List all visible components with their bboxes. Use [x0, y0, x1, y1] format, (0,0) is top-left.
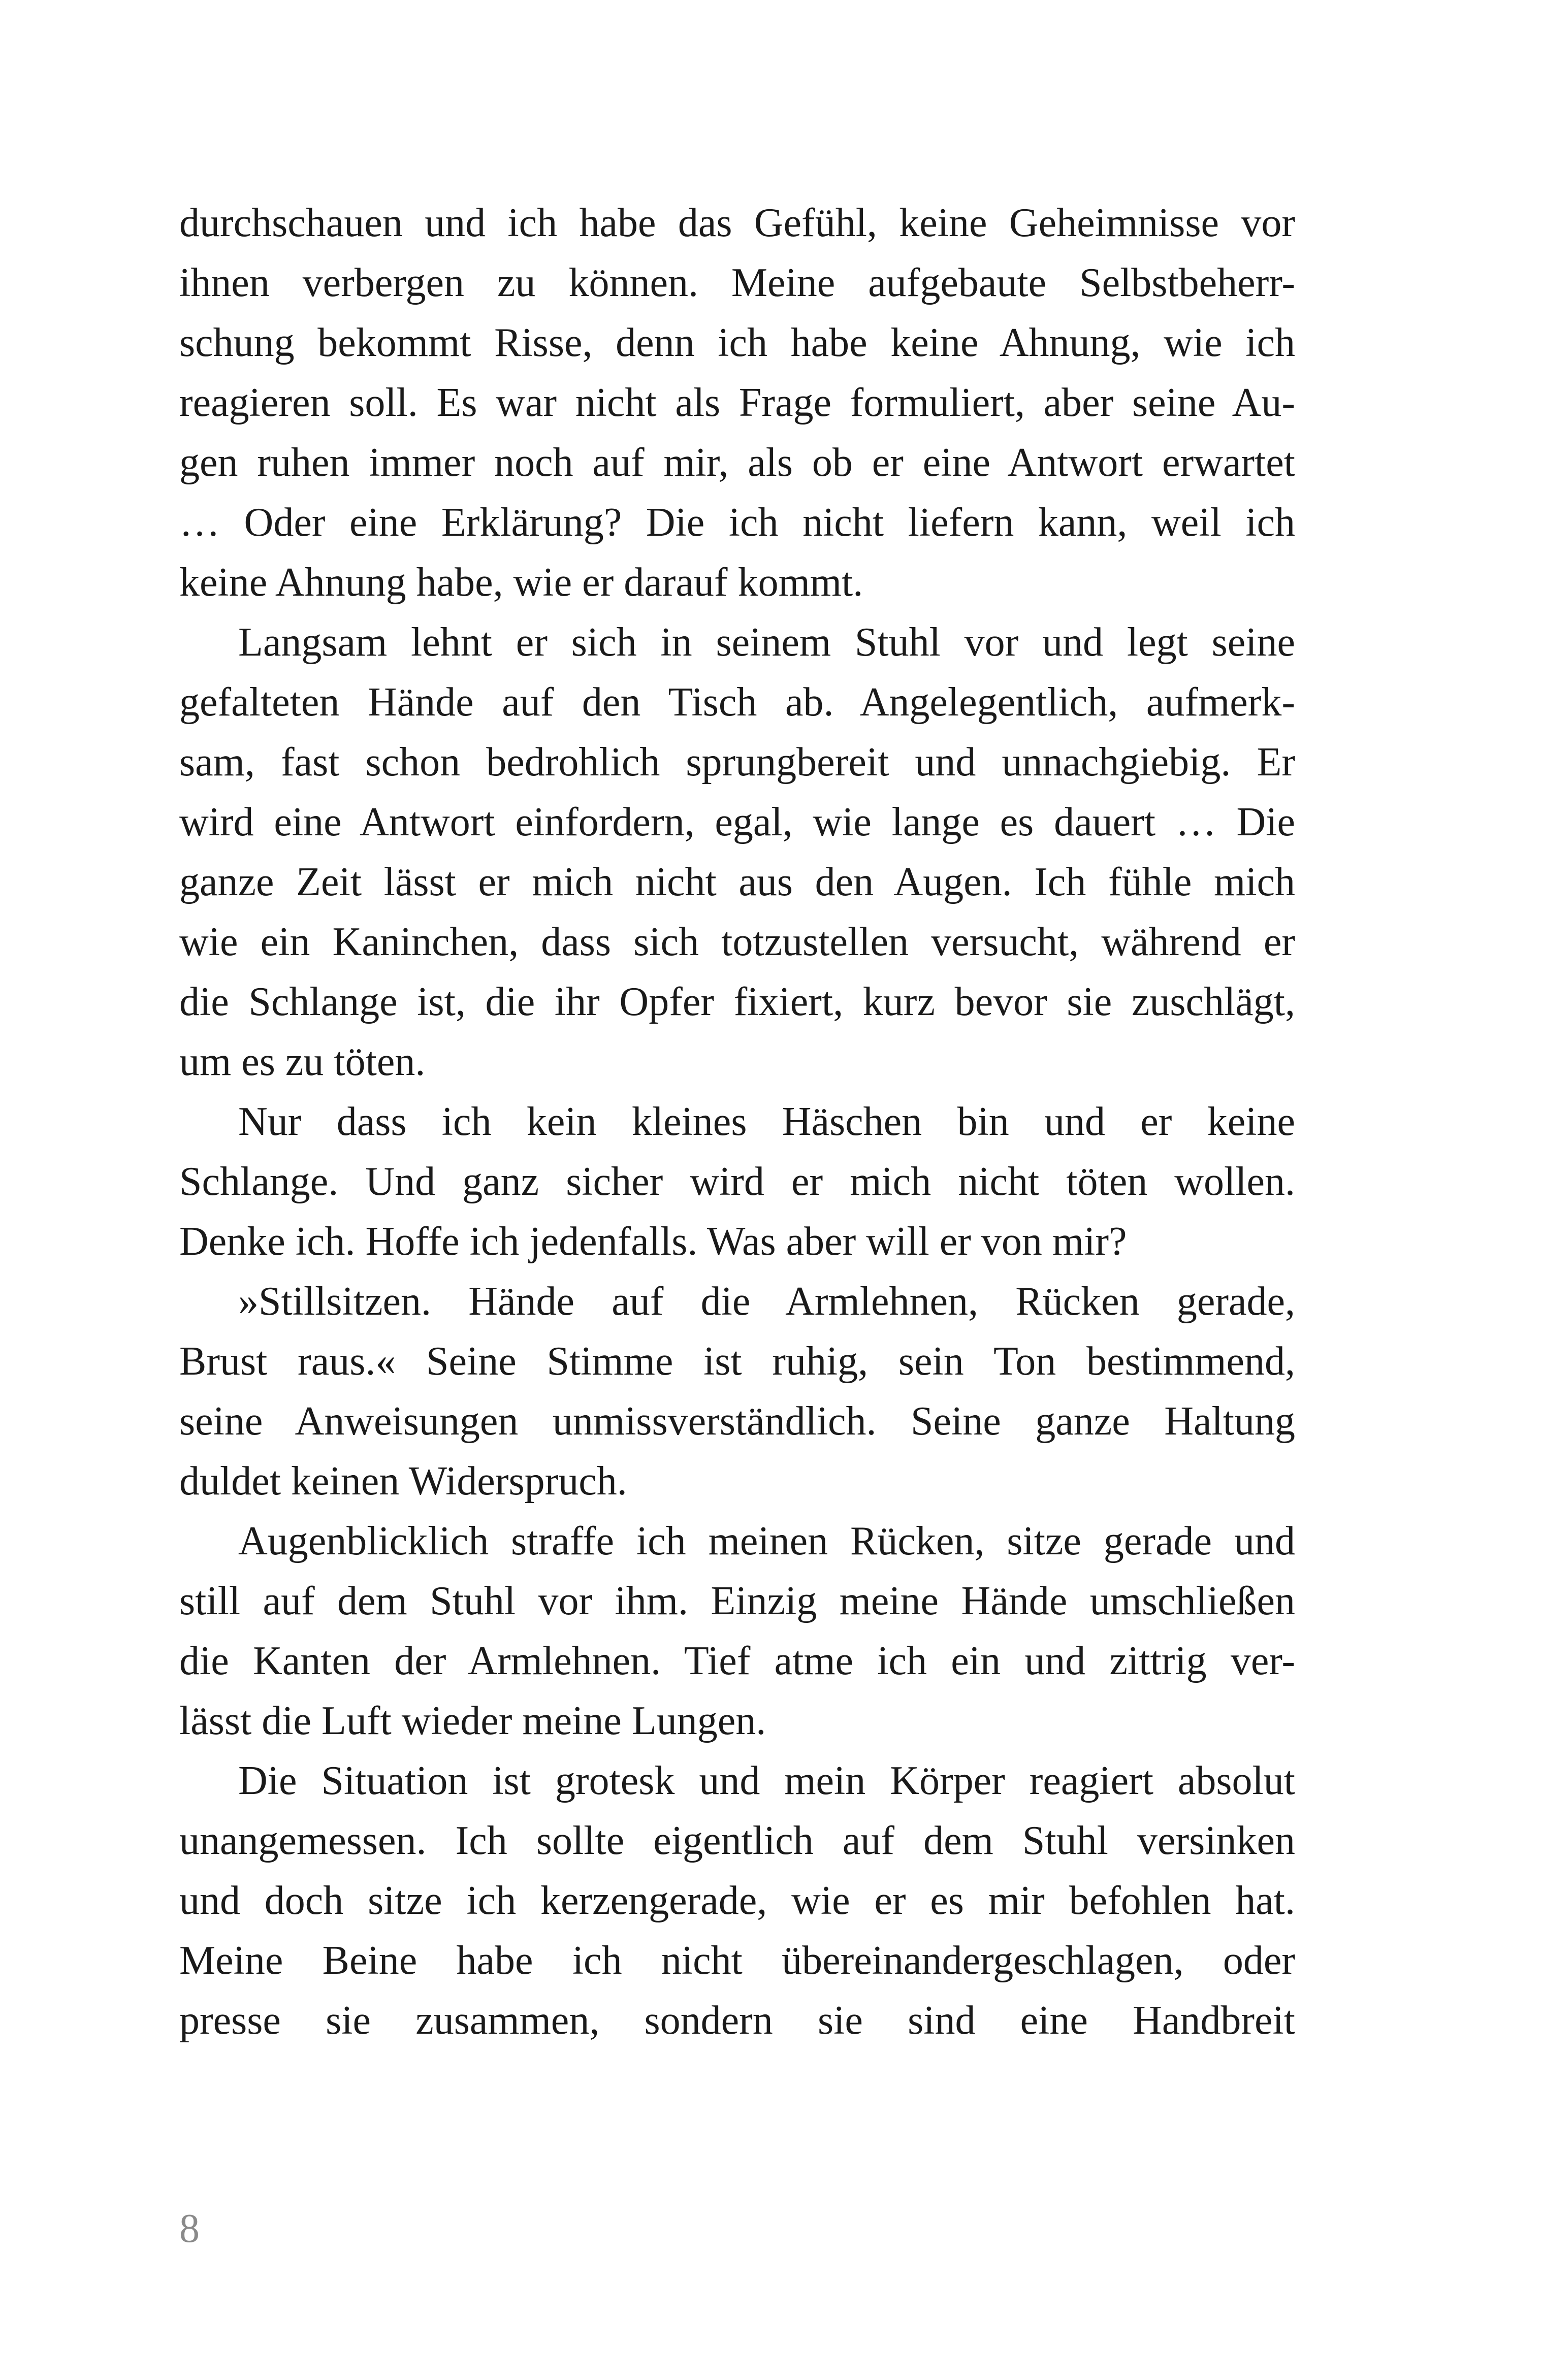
text-line: Denke ich. Hoffe ich jedenfalls. Was aber will er von mir? [179, 1219, 1127, 1264]
text-line: seine Anweisungen unmissverständlich. Seine ganze Haltung [179, 1399, 1295, 1444]
text-line: Die Situation ist grotesk und mein Körper reagiert absolut [238, 1758, 1295, 1803]
text-line: unangemessen. Ich sollte eigentlich auf dem Stuhl versinken [179, 1818, 1295, 1863]
text-line: Brust raus.« Seine Stimme ist ruhig, sein Ton bestimmend, [179, 1339, 1295, 1384]
text-line: still auf dem Stuhl vor ihm. Einzig meine Hände umschließen [179, 1579, 1295, 1623]
text-line: reagieren soll. Es war nicht als Frage formuliert, aber seine Au- [179, 380, 1295, 425]
text-line: wie ein Kaninchen, dass sich totzustellen versucht, während er [179, 920, 1295, 964]
text-line: gefalteten Hände auf den Tisch ab. Angelegentlich, aufmerk- [179, 680, 1295, 725]
text-line: »Stillsitzen. Hände auf die Armlehnen, Rücken gerade, [238, 1279, 1295, 1324]
text-line: wird eine Antwort einfordern, egal, wie lange es dauert … Die [179, 800, 1295, 844]
text-line: lässt die Luft wieder meine Lungen. [179, 1699, 766, 1743]
text-line: ihnen verbergen zu können. Meine aufgebaute Selbstbeherr- [179, 260, 1295, 305]
text-line: ganze Zeit lässt er mich nicht aus den Augen. Ich fühle mich [179, 860, 1295, 904]
text-line: durchschauen und ich habe das Gefühl, keine Geheimnisse vor [179, 201, 1295, 245]
text-line: Augenblicklich straffe ich meinen Rücken, sitze gerade und [238, 1519, 1295, 1563]
page-number: 8 [179, 2206, 200, 2251]
text-line: gen ruhen immer noch auf mir, als ob er eine Antwort erwartet [179, 440, 1295, 485]
text-line: Nur dass ich kein kleines Häschen bin und er keine [238, 1099, 1295, 1144]
text-line: die Kanten der Armlehnen. Tief atme ich ein und zittrig ver- [179, 1639, 1295, 1683]
text-line: … Oder eine Erklärung? Die ich nicht liefern kann, weil ich [179, 500, 1295, 545]
text-line: presse sie zusammen, sondern sie sind eine Handbreit [179, 1998, 1295, 2043]
body-text [179, 193, 1295, 2050]
text-line: Schlange. Und ganz sicher wird er mich nicht töten wollen. [179, 1159, 1295, 1204]
text-line: duldet keinen Widerspruch. [179, 1459, 627, 1504]
text-line: um es zu töten. [179, 1039, 426, 1084]
text-line: sam, fast schon bedrohlich sprungbereit und unnachgiebig. Er [179, 740, 1295, 785]
text-line: Langsam lehnt er sich in seinem Stuhl vor und legt seine [238, 620, 1295, 665]
text-line: Meine Beine habe ich nicht übereinandergeschlagen, oder [179, 1938, 1295, 1983]
text-line: keine Ahnung habe, wie er darauf kommt. [179, 560, 863, 605]
text-line: die Schlange ist, die ihr Opfer fixiert, kurz bevor sie zuschlägt, [179, 980, 1295, 1024]
text-line: und doch sitze ich kerzengerade, wie er es mir befohlen hat. [179, 1878, 1295, 1923]
text-line: schung bekommt Risse, denn ich habe keine Ahnung, wie ich [179, 320, 1295, 365]
